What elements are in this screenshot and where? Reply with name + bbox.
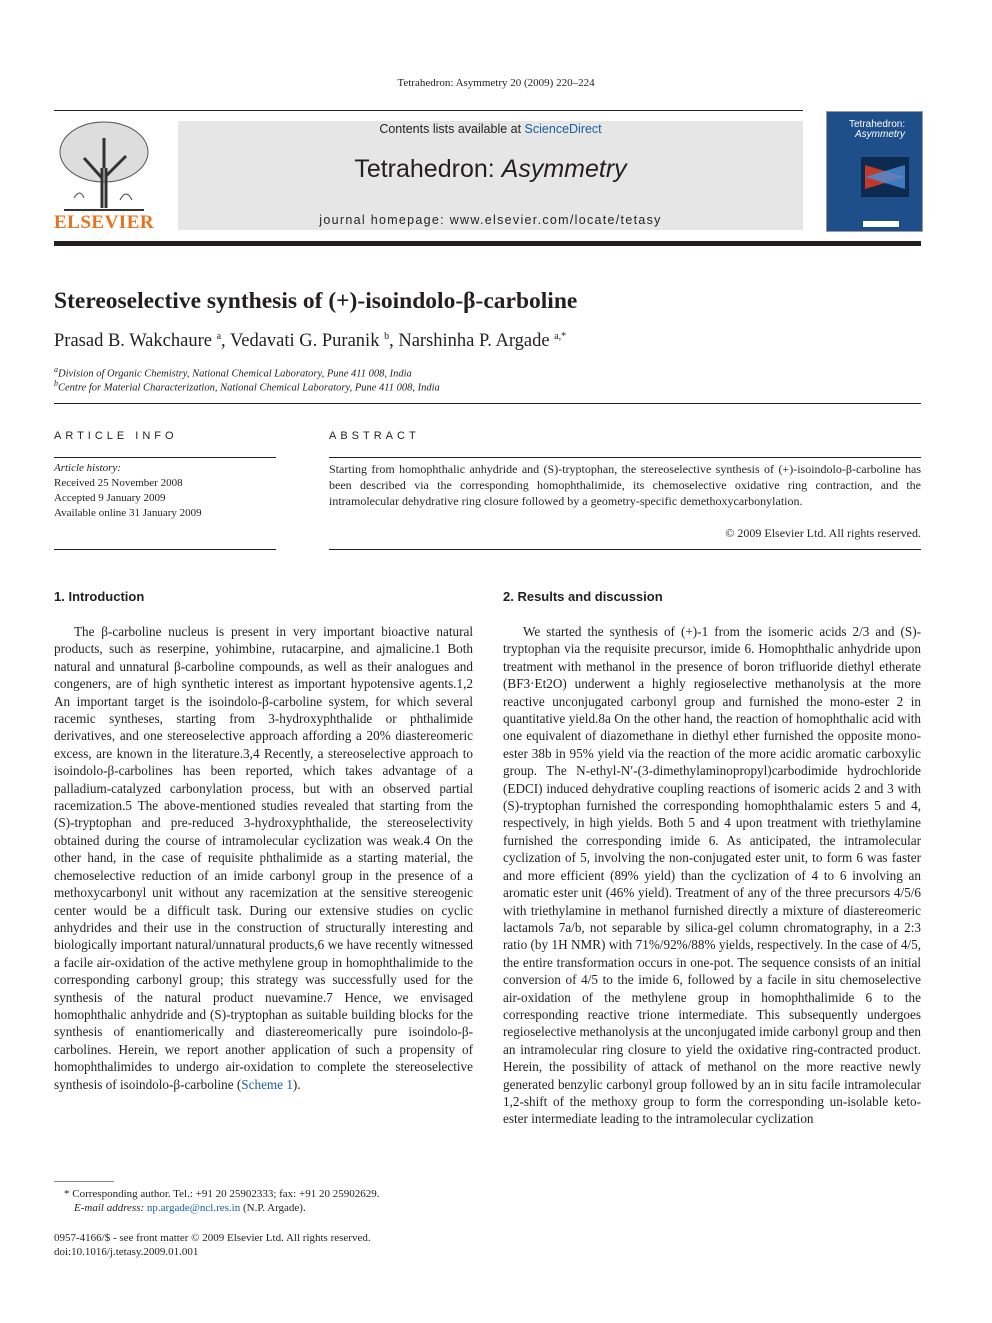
section-heading: 2. Results and discussion: [503, 589, 663, 604]
journal-banner: [178, 121, 803, 230]
author-name[interactable]: Narshinha P. Argade: [398, 331, 550, 352]
article-info-heading: ARTICLE INFO: [54, 430, 178, 442]
abstract-heading: ABSTRACT: [329, 430, 420, 442]
intro-body: The β-carboline nucleus is present in very important bioactive natural products, such as reserpine, yohimbine, rutacarpine, and ajmalicine.1 Both natural and unnatural β-carboline compounds, as well as their analogues and congeners, are of high synthetic interest as important hypotensive agents.1,2 An important target is the isoindolo-β-carboline system, for which several racemic syntheses, starting from 3-hydroxyphthalide or phthalimide derivatives, and one stereoselective approach affording a 20% diastereomeric excess, are known in the literature.3,4 Recently, a stereoselective approach to isoindolo-β-carbolines has been reported, which takes advantage of a palladium-catalyzed carbonylation process, but with an observed partial racemization.5 The above-mentioned studies revealed that starting from the (S)-tryptophan and pre-reduced 3-hydroxyphthalide, the stereoselectivity obtained during the course of intramolecular cyclization was weak.4 On the other hand, in the case of requisite phthalimide as a starting material, the chemoselective reduction of an imide carbonyl group in the presence of a methoxycarbonyl unit without any racemization at the sensitive stereogenic center would be a difficult task. During our extensive studies on cyclic anhydrides and their use in the construction of structurally interesting and biologically important natural/unnatural products,6 we have recently witnessed a facile air-oxidation of the active methylene group in homophthalimide to the corresponding carbonyl group; this strategy was successfully used for the synthesis of the natural product nuevamine.7 Hence, we envisaged homophthalic anhydride and (S)-tryptophan as suitable building blocks for the synthesis of enantiomerically and diastereomerically pure isoindolo-β-carbolines. Herein, we report another application of such a propensity of homophthalimides to undergo air-oxidation to complete the stereoselective synthesis of isoindolo-β-carboline (Scheme 1).: [54, 624, 473, 1092]
affiliation: $^b$Centre for Material Characterization, National Chemical Laboratory, Pune 411 008, India: [54, 379, 440, 394]
results-body: We started the synthesis of (+)-1 from the isomeric acids 2/3 and (S)-tryptophan via the requisite precursor, imide 6. Homophthalic anhydride upon treatment with methanol in the presence of boron trifluoride diethyl etherate (BF3·Et2O) underwent a highly regioselective methanolysis at the more reactive unconjugated carbonyl group and furnished the mono-ester 2 in quantitative yield.8a On the other hand, the reaction of homophthalic acid with one equivalent of diazomethane in diethyl ether furnished the opposite mono-ester 38b in 95% yield via the reaction of the more acidic aromatic carboxylic group. The N-ethyl-N′-(3-dimethylaminopropyl)carbodimide hydrochloride (EDCI) induced dehydrative coupling reactions of isomeric acids 2 and 3 with (S)-tryptophan furnished the corresponding homophthalamic esters 5 and 4, respectively, in high yields. Both 5 and 4 upon treatment with triethylamine furnished the corresponding imide 6. As anticipated, the intramolecular cyclization of 5, involving the non-conjugated ester unit, to form 6 was faster and more efficient (89% yield) than the cyclization of 4 to 6 involving an aromatic ester unit (46% yield). Treatment of any of the three precursors 4/5/6 with triethylamine in methanol furnished directly a mixture of diastereomeric lactamols 7a/b, not separable by silica-gel column chromatography, in a 2:3 ratio (by 1H NMR) with 71%/92%/88% yields, respectively. In the case of 4/5, the entire transformation occurs in one-pot. The sequence consists of an initial conversion of 4/5 to the imide 6, followed by a facile in situ chemoselective air-oxidation of the methylene group in homophthalimide 6 to the corresponding reactive trione intermediate. This subsequently undergoes regioselective methanolysis at the unconjugated imide carbonyl group and then an intramolecular ring closure to yield the oxidative ring-contracted product. Herein, the possibility of attack of methanol on the more reactive newly generated benzylic carbonyl group followed by an in situ facile intramolecular 1,2-shift of the methoxy group to form the corresponding un-isolable keto-ester intermediate leading to the intramolecular cyclization: [503, 624, 921, 1127]
footnote-rule: [54, 1181, 114, 1182]
email-link[interactable]: np.argade@ncl.res.in: [146, 1202, 241, 1214]
author-name[interactable]: Vedavati G. Puranik: [229, 331, 380, 352]
abstract-copyright: © 2009 Elsevier Ltd. All rights reserved.: [725, 526, 921, 540]
journal-homepage-link[interactable]: journal homepage: www.elsevier.com/locate/tetasy: [319, 213, 662, 227]
divider: [54, 457, 276, 458]
header-rule: [54, 110, 803, 111]
header-thick-rule: [54, 241, 921, 246]
section-heading: 1. Introduction: [54, 589, 145, 604]
article-history: Article history: Received 25 November 2008 Accepted 9 January 2009 Available online 31 January 2009: [54, 462, 202, 519]
affiliation: $^a$Division of Organic Chemistry, National Chemical Laboratory, Pune 411 008, India: [54, 365, 412, 380]
divider: [54, 403, 921, 404]
contents-line: Contents lists available at ScienceDirect: [379, 122, 602, 136]
doi-line[interactable]: doi:10.1016/j.tetasy.2009.01.001: [54, 1246, 199, 1258]
cover-publisher-mark: [863, 221, 899, 227]
divider: [54, 549, 276, 550]
scheme-1-link[interactable]: Scheme 1: [241, 1076, 293, 1092]
abstract-text: Starting from homophthalic anhydride and (S)-tryptophan, the stereoselective synthesis of (+)-isoindolo-β-carboline has been described via the corresponding homophthalimide, its chemoselective oxidative ring contraction, and the intramolecular dehydrative ring closure followed by a geometry-specific demethoxycarbonylation.: [329, 462, 921, 508]
sciencedirect-link[interactable]: ScienceDirect: [524, 122, 602, 136]
publisher-name: ELSEVIER: [54, 212, 155, 233]
divider: [329, 457, 921, 458]
author-name[interactable]: Prasad B. Wakchaure: [54, 331, 212, 352]
tree-icon: [54, 118, 154, 214]
journal-citation: Tetrahedron: Asymmetry 20 (2009) 220–224: [397, 77, 595, 89]
journal-cover-image: Tetrahedron: Asymmetry: [826, 111, 923, 232]
corresponding-author-footnote: * Corresponding author. Tel.: +91 20 25902333; fax: +91 20 25902629. E-mail address: np.argade@ncl.res.in (N.P. Argade).: [64, 1188, 380, 1214]
issn-line: 0957-4166/$ - see front matter © 2009 Elsevier Ltd. All rights reserved.: [54, 1232, 371, 1244]
journal-title: Tetrahedron: Asymmetry: [354, 155, 627, 183]
author-list: Prasad B. Wakchaure $^a$, Vedavati G. Puranik $^b$, Narshinha P. Argade $^{a,*}$: [54, 331, 567, 352]
divider: [329, 549, 921, 550]
cover-artwork-icon: [861, 157, 909, 197]
elsevier-logo: [54, 118, 154, 234]
article-title: Stereoselective synthesis of (+)-isoindolo-β-carboline: [54, 288, 578, 314]
